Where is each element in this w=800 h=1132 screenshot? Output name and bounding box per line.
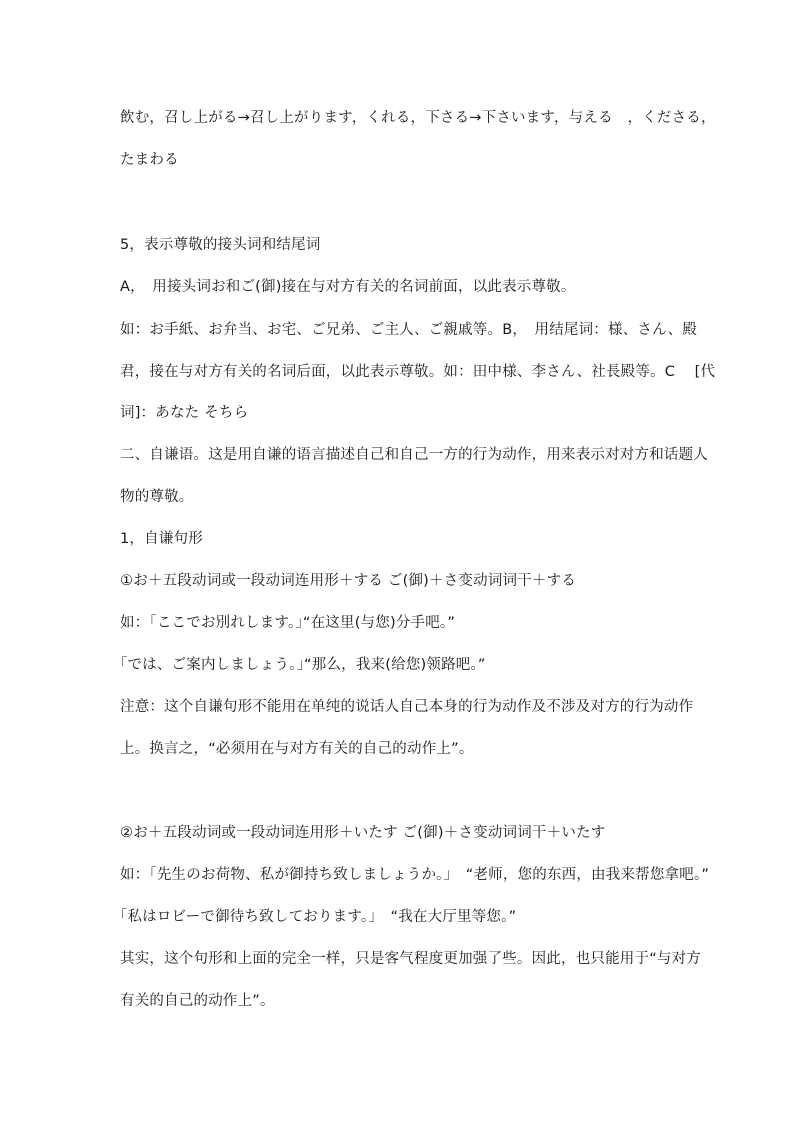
text-line: ①お＋五段动词或一段动词连用形＋する ご(御)＋さ变动词词干＋する: [120, 573, 577, 589]
text-line: ｢私はロビーで御待ち致しております。｣ “我在大厅里等您。”: [120, 909, 517, 925]
text-line: 上。换言之，“必须用在与对方有关的自己的动作上”。: [120, 741, 474, 757]
text-line: 词]：あなた そちら: [120, 405, 249, 421]
text-line: 其实，这个句形和上面的完全一样，只是客气程度更加强了些。因此，也只能用于“与对方: [120, 951, 702, 967]
section-heading: 二、自谦语。这是用自谦的语言描述自己和自己一方的行为动作，用来表示对对方和话题人: [120, 447, 708, 463]
text-line: 如：お手紙、お弁当、お宅、ご兄弟、ご主人、ご親戚等。B， 用结尾词：様、さん、殿: [120, 322, 698, 338]
text-line: 君，接在与对方有关的名词后面，以此表示尊敬。如：田中様、李さん、社長殿等。C [代: [120, 364, 716, 380]
text-line: たまわる: [120, 152, 179, 168]
text-line: ｢では、ご案内しましょう。｣“那么，我来(给您)领路吧。”: [120, 657, 486, 673]
text-line: A， 用接头词お和ご(御)接在与对方有关的名词前面，以此表示尊敬。: [120, 279, 576, 295]
text-line: ②お＋五段动词或一段动词连用形＋いたす ご(御)＋さ变动词词干＋いたす: [120, 825, 606, 841]
text-line: 注意：这个自谦句形不能用在单纯的说话人自己本身的行为动作及不涉及对方的行为动作: [120, 699, 694, 715]
text-line: 如：｢ここでお別れします。｣“在这里(与您)分手吧。”: [120, 615, 456, 631]
text-line: 飲む，召し上がる→召し上がります，くれる，下さる→下さいます，与える ，くださる，: [120, 110, 716, 126]
section-heading: 1，自谦句形: [120, 531, 203, 547]
section-heading: 5，表示尊敬的接头词和结尾词: [120, 237, 321, 253]
text-line: 有关的自己的动作上”。: [120, 993, 275, 1009]
text-line: 物的尊敬。: [120, 489, 194, 505]
text-line: 如：｢先生のお荷物、私が御持ち致しましょうか。｣ “老师，您的东西，由我来帮您拿吧。”: [120, 867, 710, 883]
